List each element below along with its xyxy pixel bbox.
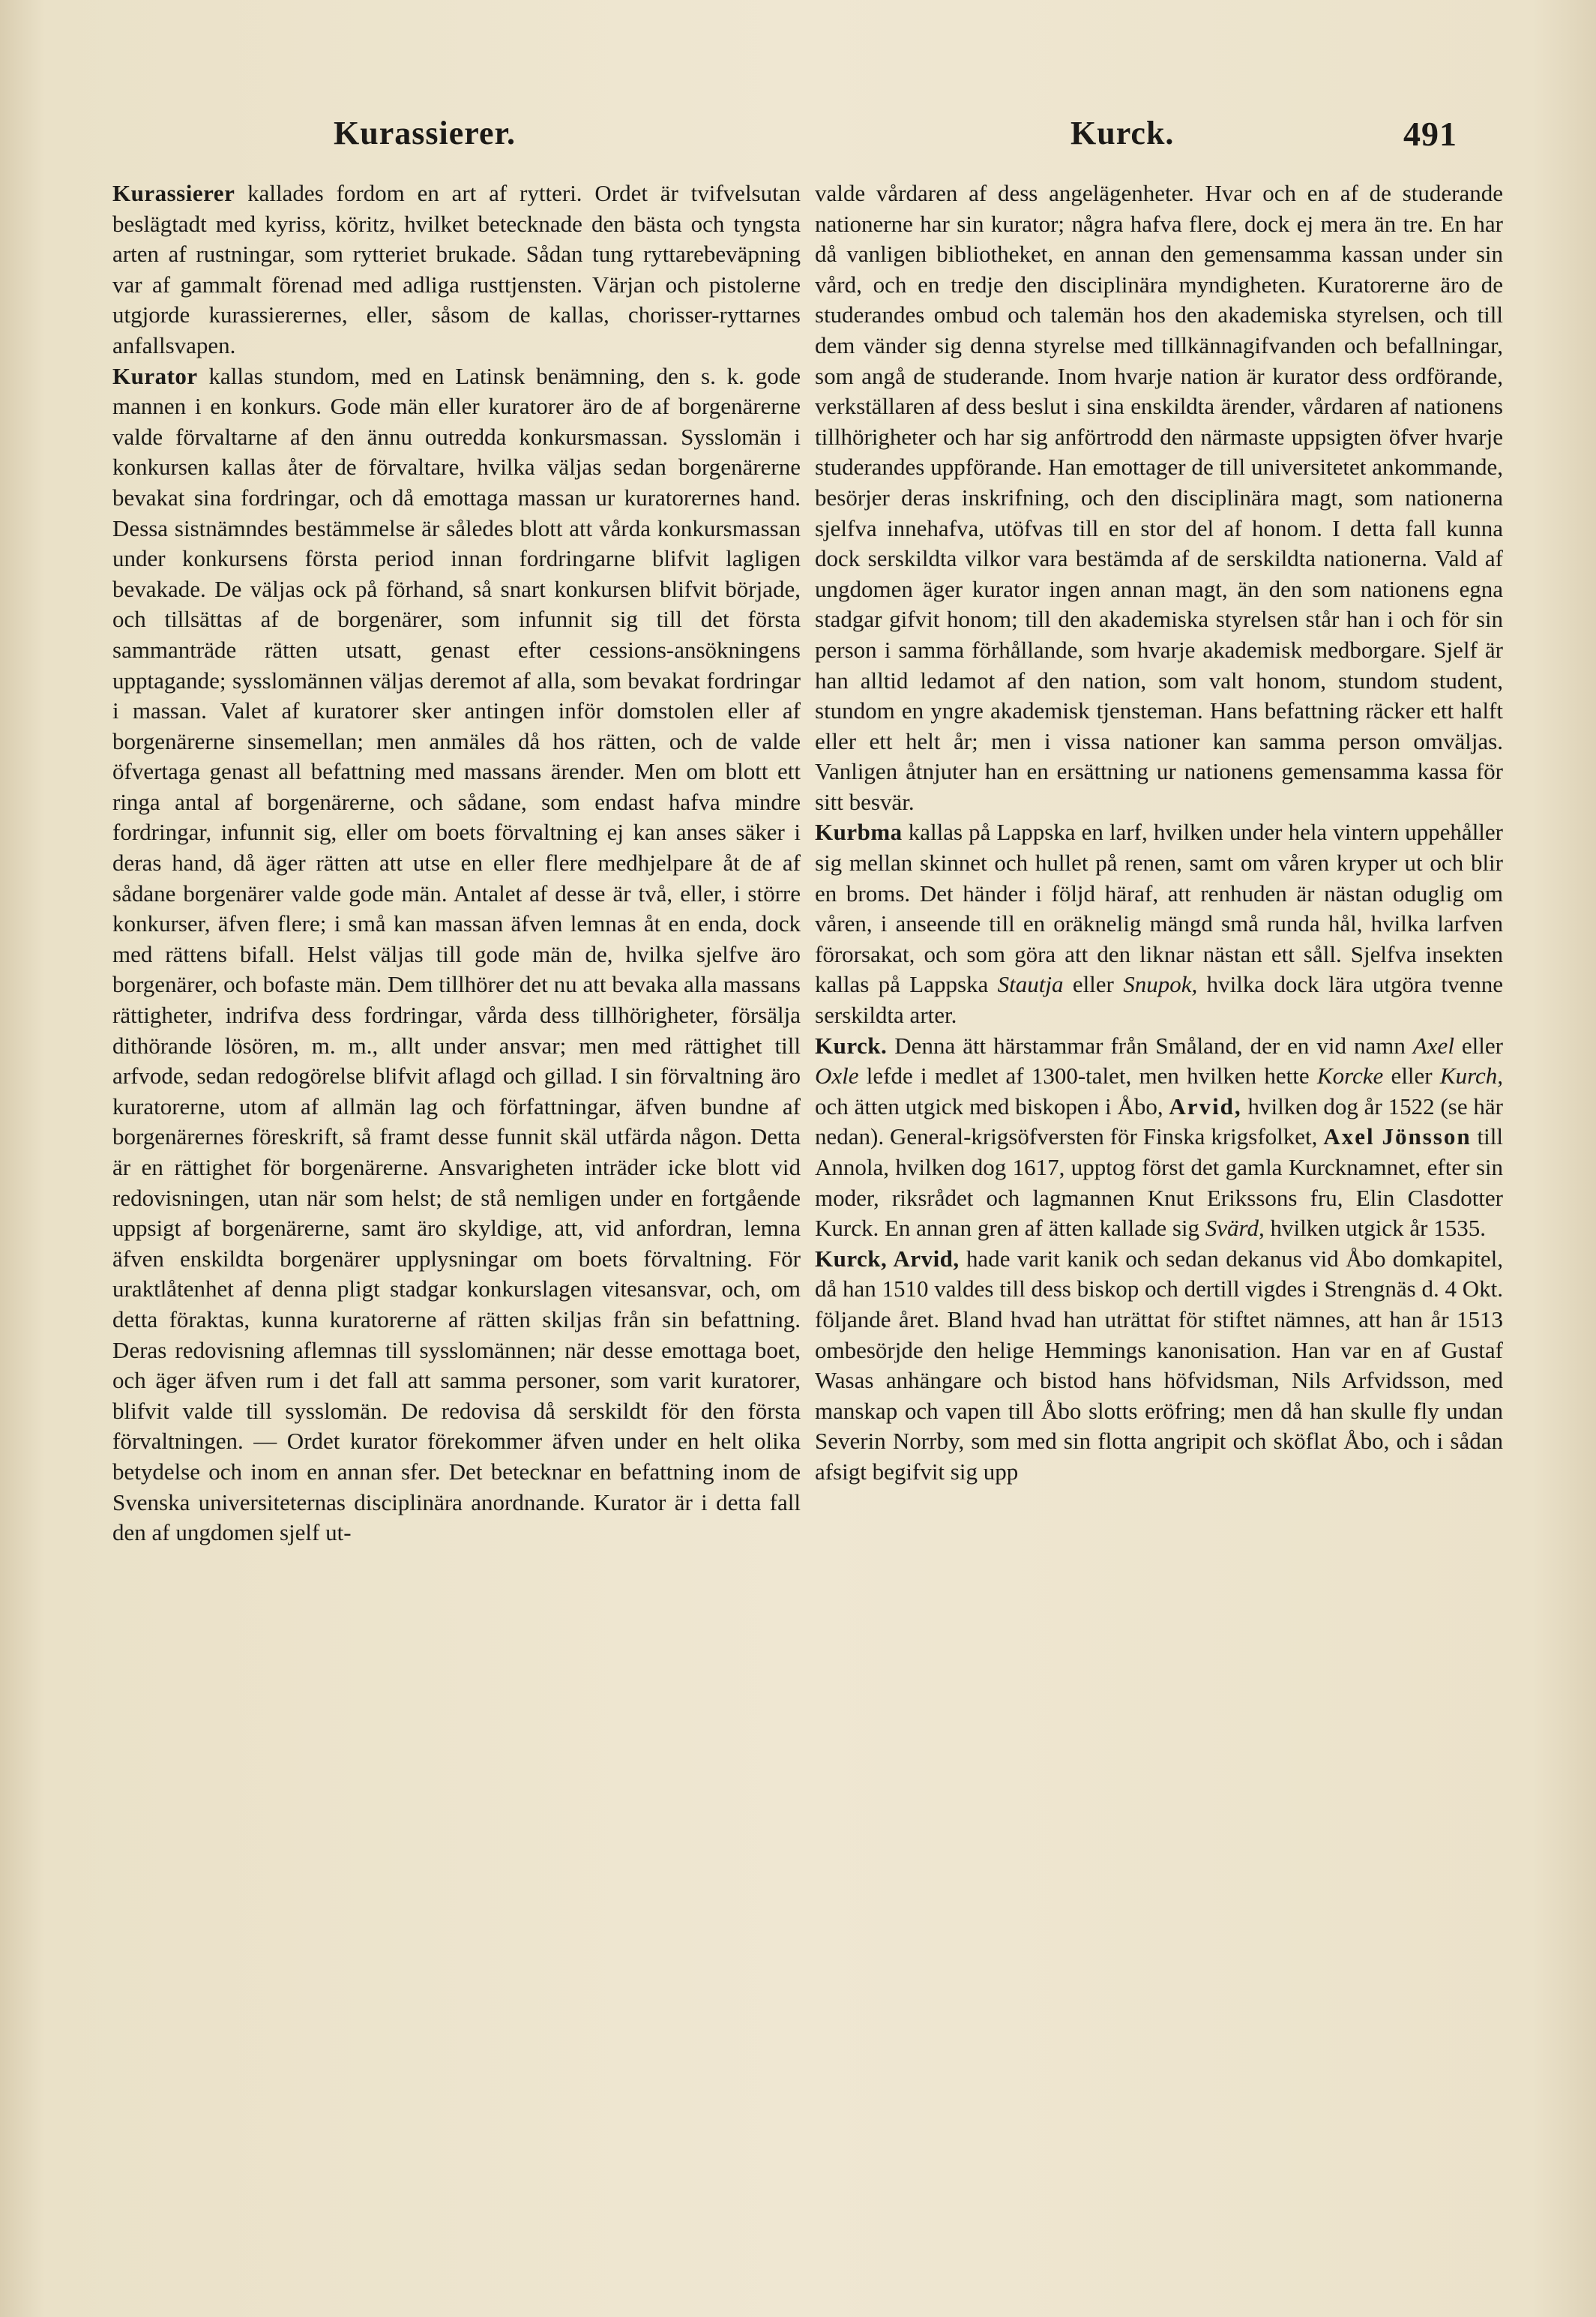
running-head-left: Kurassierer. <box>334 115 516 151</box>
entry-text: hade varit kanik och sedan dekanus vid Åbo domkapitel, då han 1510 valdes till dess biskop och dertill vigdes i Strengnäs d. 4 Okt. följande året. Bland hvad han uträttat för stiftet nämnes, att han år 1513 ombesörjde den helige Hemmings kanonisation. Han var en af Gustaf Wasas anhängare och bistod hans höfvidsman, Nils Arfvidsson, med manskap och vapen till Åbo slotts eröfring; men då han skulle fly undan Severin Norrby, som med sin flotta angripit och sköflat Åbo, och i sådan afsigt begifvit sig upp <box>815 1245 1504 1485</box>
running-head-right: Kurck. <box>1070 115 1175 151</box>
italic-name: Svärd, <box>1205 1215 1265 1242</box>
lappish-term: Stautja <box>997 971 1064 998</box>
entry-kurck <box>815 1031 1503 1244</box>
entry-text: lefde i medlet af 1300-talet, men hvilken hette <box>858 1063 1317 1090</box>
entry-text: och ätten utgick med biskopen i Åbo, <box>815 1093 1169 1120</box>
entry-kurck-arvid <box>815 1244 1503 1488</box>
entry-text: eller <box>1063 971 1124 998</box>
headword: Kurck, Arvid, <box>815 1245 960 1272</box>
headword: Kurassierer <box>112 180 235 206</box>
italic-name: Axel <box>1412 1032 1454 1059</box>
right-column <box>815 178 1503 1488</box>
page-number: 491 <box>1403 115 1457 153</box>
headword: Kurator <box>112 362 198 389</box>
running-head <box>0 114 1596 166</box>
entry-text: hvilken dog år 1522 (se här nedan). General-krigsöfversten för Finska krigsfolket, <box>815 1093 1504 1150</box>
entry-text: hvilka dock lära utgöra tvenne serskildta arter. <box>815 971 1503 1029</box>
lappish-term: Snupok, <box>1123 971 1198 998</box>
entry-text: Denna ätt härstammar från Småland, der en vid namn <box>887 1032 1413 1059</box>
person-name: Axel Jönsson <box>1323 1123 1472 1150</box>
italic-name: Kurch, <box>1439 1063 1503 1090</box>
entry-kurbma <box>815 817 1503 1030</box>
entry-text: kallas på Lappska en larf, hvilken under hela vintern uppehåller sig mellan skinnet och hullet på renen, samt om våren kryper ut och blir en broms. Det händer i följd häraf, att renhuden är nästan oduglig om våren, i anseende till en oräknelig mängd små runda hål, hvilka larfven förorsakat, och som göra att den liknar nästan ett såll. Sjelfva insekten kallas på Lappska <box>815 819 1504 998</box>
entry-kurassierer <box>112 178 801 361</box>
entry-text: kallas stundom, med en Latinsk benämning, den s. k. gode mannen i en konkurs. Gode män eller kuratorer äro de af borgenärerne valde förvaltarne af den ännu outredda konkursmassan. Sysslomän i konkursen kallas åter de förvaltare, hvilka väljas sedan borgenärerne bevakat sina fordringar, och då emottaga massan ur kuratorernes hand. Dessa sistnämndes bestämmelse är således blott att vårda konkursmassan under konkursens första period innan fordringarne blifvit lagligen bevakade. De väljas ock på förhand, så snart konkursen blifvit började, och tillsättas af de borgenärer, som infunnit sig till det första sammanträde rätten utsatt, genast efter cessions-ansökningens upptagande; sysslomännen väljas deremot af alla, som bevakat fordringar i massan. Valet af kuratorer sker antingen inför domstolen eller af borgenärerne sinsemellan; men anmäles då hos rätten, och de valde öfvertaga genast all befattning med massans ärender. Men om blott ett ringa antal af borgenärerne, och sådane, som endast hafva mindre fordringar, infunnit sig, eller om boets förvaltning ej kan anses säker i deras hand, då äger rätten att utse en eller flere medhjelpare åt de af sådane borgenärer valde gode män. Antalet af desse är två, eller, i större konkurser, äfven flere; i små kan massan äfven lemnas åt en enda, dock med rättens bifall. Helst väljas till gode män de, hvilka sjelfve äro borgenärer, och bofaste män. Dem tillhörer det nu att bevaka alla massans rättigheter, indrifva dess fordringar, vårda dess tillhörigheter, försälja dithörande lösören, m. m., allt under ansvar; men med rättighet till arfvode, sedan redogörelse blifvit aflagd och gillad. I sin förvaltning äro kuratorerne, utom af allmän lag och författningar, äfven bundne af borgenärernes föreskrift, så framt desse funnit skäl utfärda någon. Detta är en rättighet för borgenärerne. Ansvarigheten inträder icke blott vid redovisningen, utan när som helst; de stå nemligen under en fortgående uppsigt af borgenärerne, samt äro skyldige, att, vid anfordran, lemna äfven enskildta borgenärer upplysningar om boets förvaltning. För uraktlåtenhet af denna pligt stadgar konkurslagen vitesansvar, och, om detta föraktas, kunna kuratorerne af rätten skiljas från sin befattning. Deras redovisning aflemnas till sysslomännen; när desse emottaga boet, och äger äfven rum i det fall att samma personer, som varit kuratorer, blifvit valde till sysslomän. De redovisa då serskildt för den första förvaltningen. — Ordet kurator förekommer äfven under en helt olika betydelse och inom en annan sfer. Det betecknar en befattning inom de Svenska universiteternas disciplinära anordnande. Kurator är i detta fall den af ungdomen sjelf ut- <box>112 362 801 1546</box>
entry-kurator-continued: valde vårdaren af dess angelägenheter. Hvar och en af de studerande nationerne har sin kurator; några hafva flere, dock ej mera än tre. En har då vanligen bibliotheket, en annan den gemensamma kassan under sin vård, och en tredje den disciplinära myndigheten. Kuratorerne äro de studerandes ombud och talemän hos den akademiska styrelsen, och till dem vänder sig denna styrelse med tillkännagifvanden och befallningar, som angå de studerande. Inom hvarje nation är kurator dess ordförande, verkställaren af dess beslut i sina enskildta ärender, vårdaren af nationens tillhörigheter och har sig anförtrodd den närmaste uppsigten öfver hvarje studerandes uppförande. Han emottager de till universitetet ankommande, besörjer deras inskrifning, och den disciplinära magt, som nationerna sjelfva innehafva, utöfvas till en stor del af honom. I detta fall kunna dock serskildta vilkor vara bestämda af de serskildta nationerna. Vald af ungdomen äger kurator ingen annan magt, än den som nationens egna stadgar gifvit honom; till den akademiska styrelsen står han i och för sin person i samma förhållande, som hvarje akademisk medborgare. Sjelf är han alltid ledamot af den nation, som valt honom, stundom student, stundom en yngre akademisk tjensteman. Hans befattning räcker ett halft eller ett helt år; men i vissa nationer kan samma person omväljas. Vanligen åtnjuter han en ersättning ur nationens gemensamma kassa för sitt besvär. <box>815 180 1503 815</box>
entry-text: kallades fordom en art af rytteri. Ordet är tvifvelsutan beslägtadt med kyriss, köritz, hvilket betecknade den bästa och tyngsta arten af rustningar, som rytteriet brukade. Sådan tung ryttarebeväpning var af gammalt förenad med adliga rusttjensten. Värjan och pistolerne utgjorde kurassierernes, eller, såsom de kallas, chorisser-ryttarnes anfallsvapen. <box>112 180 801 358</box>
italic-name: Oxle <box>815 1063 859 1090</box>
entry-text: eller <box>1454 1032 1503 1059</box>
left-column <box>112 178 801 1548</box>
italic-name: Korcke <box>1316 1063 1384 1090</box>
entry-text: hvilken utgick år 1535. <box>1264 1215 1487 1242</box>
person-name: Arvid, <box>1169 1093 1242 1120</box>
entry-text: till Annola, hvilken dog 1617, upptog först det gamla Kurcknamnet, efter sin moder, riksrådet och lagmannen Knut Erikssons fru, Elin Clasdotter Kurck. En annan gren af ätten kallade sig <box>815 1123 1503 1242</box>
entry-text: eller <box>1383 1063 1440 1090</box>
headword: Kurck. <box>815 1032 888 1059</box>
headword: Kurbma <box>815 819 903 846</box>
entry-kurator <box>112 361 801 1548</box>
